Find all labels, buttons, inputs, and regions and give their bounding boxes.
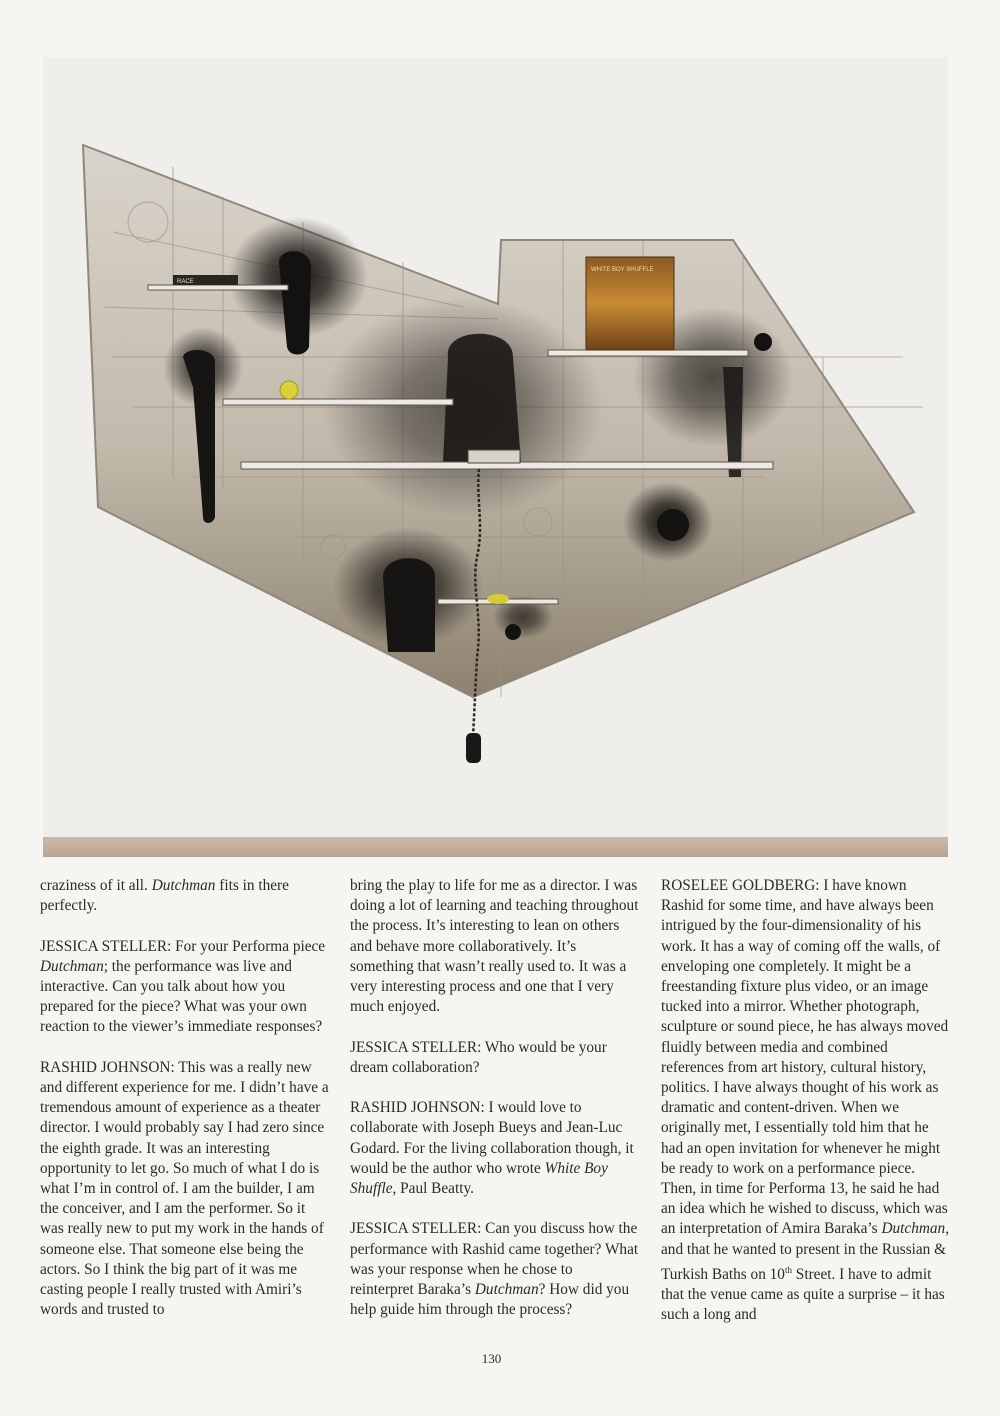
italic-title: White Boy Shuffle — [350, 1159, 608, 1198]
text-column-1 — [40, 876, 330, 1341]
paragraph — [40, 876, 330, 916]
text-column-3 — [661, 876, 951, 1346]
paragraph — [350, 1098, 640, 1199]
paragraph: RASHID JOHNSON: This was a really new and different experience for me. I didn’t have a tremendous amount of experience as a theater director. I would probably say I had zero since the eighth grade. It was an interesting opportunity to let go. So much of what I do is what I’m in control of. I am the builder, I am the conceiver, and I am the performer. So it was really new to put my work in the hands of someone else. That someone else being the actors. So I think the big part of it was me casting people I really trusted with Amiri’s words and trusted to — [40, 1058, 329, 1319]
tennis-ball — [280, 381, 298, 399]
tennis-ball-lower — [487, 594, 509, 604]
italic-title: Dutchman — [474, 1281, 539, 1299]
text-run: ; the performance was live and interactive. Can you talk about how you prepared for the piece? What was your own reaction to the viewer’s immediate responses? — [40, 957, 323, 1036]
book-cover-label: WHITE BOY SHUFFLE — [591, 267, 654, 273]
paragraph — [661, 876, 951, 1326]
text-run: , Paul Beatty. — [392, 1180, 474, 1198]
text-run: JESSICA STELLER: Can you discuss how the performance with Rashid came together? What was your response when he chose to reinterpret Baraka’s — [350, 1220, 639, 1299]
text-run: , and that he wanted to present in the Russian & Turkish Baths on 10 — [661, 1220, 950, 1283]
radio-device — [468, 450, 520, 463]
microphone — [466, 733, 481, 763]
italic-title: Dutchman — [881, 1220, 946, 1238]
text-column-2 — [350, 876, 640, 1341]
text-run: Street. I have to admit that the venue came as quite a surprise – it has such a long and — [661, 1265, 945, 1324]
paragraph — [350, 1219, 640, 1320]
artwork-photo — [43, 57, 948, 857]
text-run: craziness of it all. — [40, 877, 152, 894]
text-run: ? How did you help guide him through the process? — [350, 1281, 630, 1319]
paragraph: bring the play to life for me as a director. I was doing a lot of learning and teaching throughout the process. It’s interesting to lean on others and behave more collaboratively. It’s something that wasn’t really used to. It was a very interesting process and one that I very much enjoyed. — [350, 877, 639, 1016]
text-run: fits in there perfectly. — [40, 877, 289, 915]
italic-title: Dutchman — [40, 957, 104, 975]
text-run: JESSICA STELLER: For your Performa piece — [40, 937, 326, 955]
paragraph: JESSICA STELLER: Who would be your dream collaboration? — [350, 1038, 607, 1076]
paragraph — [40, 937, 330, 1038]
mirror-sculpture-illustration — [43, 57, 948, 857]
text-run: ROSELEE GOLDBERG: I have known Rashid for some time, and have always been intrigued by the four-dimensionality of his work. It has a way of coming off the walls, of enveloping one completely. It might be a freestanding fixture plus video, or an image tucked into a mirror. Whether photograph, sculpture or sound piece, he has always moved fluidly between media and combined references from art history, cultural history, politics. I have always thought of his work as dramatic and content-driven. When we originally met, I essentially told him that he had an open invitation for whenever he might be ready to work on a performance piece. Then, in time for Performa 13, he said he had an idea which he wished to discuss, which was an interpretation of Amira Baraka’s — [661, 877, 949, 1238]
superscript: th — [784, 1264, 792, 1275]
small-book — [173, 275, 238, 285]
italic-title: Dutchman — [151, 877, 216, 894]
book-spine-label: RACE — [177, 279, 194, 285]
page-number: 130 — [481, 1351, 502, 1366]
orange-book — [586, 257, 674, 350]
text-run: RASHID JOHNSON: I would love to collaborate with Joseph Bueys and Jean-Luc Godard. For the living collaboration though, it would be the author who wrote — [350, 1099, 634, 1177]
